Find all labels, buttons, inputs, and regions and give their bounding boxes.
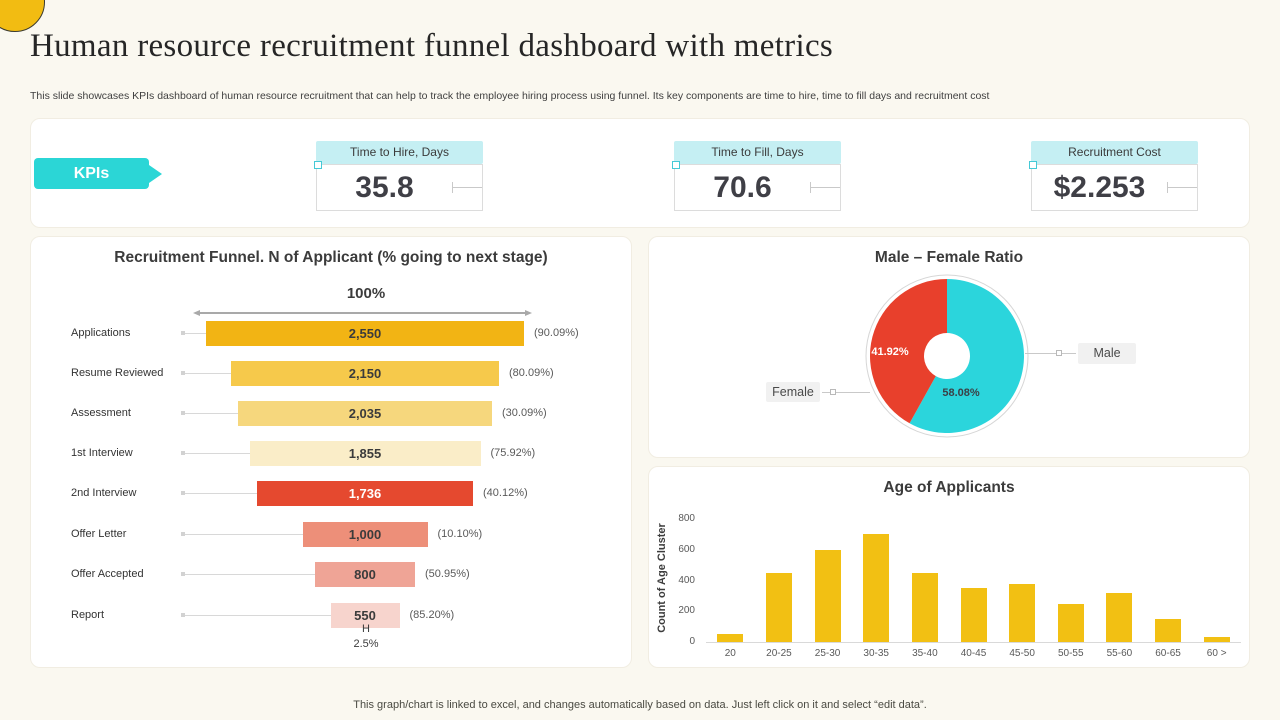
age-x-tick-label: 20 xyxy=(724,648,736,659)
selection-handle-icon xyxy=(830,389,836,395)
age-bar xyxy=(912,573,938,642)
kpi-label: Time to Hire, Days xyxy=(316,141,483,164)
funnel-bar: 2,550 xyxy=(206,321,524,346)
kpi-recruitment-cost[interactable] xyxy=(1031,141,1198,211)
age-y-tick: 800 xyxy=(678,513,695,524)
age-x-tick-label: 55-60 xyxy=(1106,648,1133,659)
pie-chart-title: Male – Female Ratio xyxy=(874,249,1024,266)
age-bar xyxy=(815,550,841,642)
age-bar xyxy=(863,534,889,642)
age-bar xyxy=(1106,593,1132,642)
age-y-axis-label: Count of Age Cluster xyxy=(656,523,668,633)
age-x-tick-label: 60 > xyxy=(1206,648,1227,659)
recruitment-funnel-chart[interactable] xyxy=(30,236,632,668)
funnel-pct-label: (50.95%) xyxy=(425,568,470,580)
kpi-value-box[interactable] xyxy=(674,164,841,211)
funnel-pct-label: (90.09%) xyxy=(534,327,579,339)
page-subtitle: This slide showcases KPIs dashboard of human resource recruitment that can help to track the employee hiring process using funnel. Its key components are time to hire, time to fill days and recruitment cost xyxy=(30,90,990,102)
funnel-bar: 2,150 xyxy=(231,361,499,386)
kpi-label: Time to Fill, Days xyxy=(674,141,841,164)
leader-line xyxy=(181,453,250,454)
age-bar xyxy=(1058,604,1084,642)
selection-handle-icon xyxy=(1029,161,1037,169)
age-y-tick: 0 xyxy=(689,636,695,647)
funnel-bottom-note xyxy=(206,622,526,652)
kpi-value-box[interactable] xyxy=(316,164,483,211)
funnel-note-line2: 2.5% xyxy=(353,638,379,650)
age-bar xyxy=(1204,637,1230,642)
age-x-tick-label: 50-55 xyxy=(1057,648,1084,659)
age-x-tick-label: 30-35 xyxy=(863,648,889,659)
bracket-icon xyxy=(1167,187,1197,188)
age-y-tick: 600 xyxy=(678,543,695,555)
age-bar xyxy=(717,634,743,642)
kpi-time-to-hire[interactable] xyxy=(316,141,483,211)
kpi-label: Recruitment Cost xyxy=(1031,141,1198,164)
funnel-pct-label: (10.10%) xyxy=(437,528,483,540)
funnel-bar: 550 xyxy=(331,603,400,628)
kpi-value: 70.6 xyxy=(713,171,772,204)
age-y-tick: 400 xyxy=(678,574,695,586)
leader-line xyxy=(181,333,206,334)
kpi-value: $2.253 xyxy=(1053,171,1146,204)
funnel-row xyxy=(31,555,631,595)
funnel-pct-label: (30.09%) xyxy=(502,407,547,419)
age-of-applicants-chart[interactable] xyxy=(648,466,1250,668)
funnel-100pct-label: 100% xyxy=(346,285,386,302)
funnel-row xyxy=(31,474,631,514)
age-x-tick-label: 40-45 xyxy=(960,648,987,659)
kpi-value-box[interactable] xyxy=(1031,164,1198,211)
funnel-stage-label: 1st Interview xyxy=(71,447,133,459)
funnel-stage-label: 2nd Interview xyxy=(71,487,137,499)
male-legend-label: Male xyxy=(1078,343,1136,364)
leader-line xyxy=(181,413,238,414)
funnel-stage-label: Assessment xyxy=(71,407,131,419)
funnel-row xyxy=(31,394,631,434)
kpi-ribbon: KPIs xyxy=(34,158,149,189)
leader-line xyxy=(181,574,315,575)
male-female-ratio-chart[interactable] xyxy=(648,236,1250,458)
leader-line xyxy=(181,373,231,374)
selection-handle-icon xyxy=(672,161,680,169)
age-y-tick: 200 xyxy=(678,605,695,617)
age-chart-title: Age of Applicants xyxy=(883,479,1015,496)
funnel-bar: 1,855 xyxy=(250,441,481,466)
funnel-chart-title: Recruitment Funnel. N of Applicant (% going to next stage) xyxy=(114,249,548,266)
age-bar xyxy=(766,573,792,642)
bracket-icon xyxy=(810,187,840,188)
leader-line xyxy=(181,615,331,616)
age-bar xyxy=(961,588,987,642)
funnel-pct-label: (85.20%) xyxy=(409,609,455,621)
funnel-bar: 1,000 xyxy=(303,522,428,547)
selection-handle-icon xyxy=(1056,350,1062,356)
female-slice-value: 41.92% xyxy=(871,346,909,358)
funnel-bar: 2,035 xyxy=(238,401,492,426)
funnel-note-line1: H xyxy=(362,623,370,635)
age-bar xyxy=(1009,584,1035,642)
funnel-bar: 1,736 xyxy=(257,481,473,506)
page-title: Human resource recruitment funnel dashboard with metrics xyxy=(30,28,834,64)
kpi-value: 35.8 xyxy=(355,171,414,204)
kpi-time-to-fill[interactable] xyxy=(674,141,841,211)
funnel-pct-label: (40.12%) xyxy=(483,487,528,499)
leader-line xyxy=(181,493,257,494)
selection-handle-icon xyxy=(314,161,322,169)
funnel-bar: 800 xyxy=(315,562,415,587)
male-slice-value: 58.08% xyxy=(942,387,980,399)
bracket-icon xyxy=(452,187,482,188)
footer-note: This graph/chart is linked to excel, and changes automatically based on data. Just left click on it and select “edit data”. xyxy=(353,699,927,711)
age-x-tick-label: 35-40 xyxy=(912,648,938,659)
funnel-stage-label: Applications xyxy=(71,327,131,339)
funnel-row xyxy=(31,515,631,555)
funnel-row xyxy=(31,434,631,474)
funnel-stage-label: Offer Letter xyxy=(71,528,127,540)
age-x-tick-label: 20-25 xyxy=(766,648,792,659)
funnel-pct-label: (80.09%) xyxy=(509,367,554,379)
funnel-stage-label: Resume Reviewed xyxy=(71,367,164,379)
age-x-tick-label: 45-50 xyxy=(1009,648,1035,659)
funnel-stage-label: Report xyxy=(71,609,105,621)
leader-line xyxy=(181,534,303,535)
age-bar xyxy=(1155,619,1181,642)
female-legend-label: Female xyxy=(766,382,820,402)
age-x-tick-label: 25-30 xyxy=(814,648,841,659)
funnel-stage-label: Offer Accepted xyxy=(71,568,144,580)
funnel-row xyxy=(31,314,631,354)
age-x-tick-label: 60-65 xyxy=(1155,648,1181,659)
male-leader-line xyxy=(1025,353,1076,354)
kpi-panel xyxy=(30,118,1250,228)
funnel-row xyxy=(31,354,631,394)
age-plot-area xyxy=(649,467,1249,667)
funnel-pct-label: (75.92%) xyxy=(490,447,536,459)
